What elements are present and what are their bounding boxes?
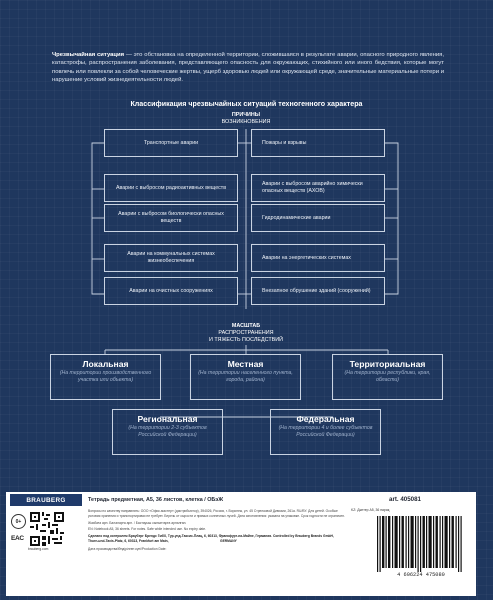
scale-federal-title: Федеральная xyxy=(296,414,355,424)
qr-code-icon xyxy=(30,512,64,546)
scale-regional-title: Региональная xyxy=(137,414,198,424)
scale-subheading-1: РАСПРОСТРАНЕНИЯ xyxy=(218,330,274,336)
causes-heading: ПРИЧИНЫ xyxy=(231,112,261,118)
cause-left-4: Аварии на коммунальных системах жизнеобеспечения xyxy=(104,244,238,272)
footer-line-7: Дата производства/Өндірілген күні/Production Date: xyxy=(88,547,167,551)
classification-title: Классификация чрезвычайных ситуаций техногенного характера xyxy=(130,100,363,108)
product-name: Тетрадь предметная, А5, 36 листов, клетка / ОБэЖ xyxy=(88,497,224,503)
footer-line-1: Вопросы по качеству направлять: ООО «Офис-мастер» (дистрибьютор), 394026, Россия, г. Воронеж, ул. 45 Стрелковой Дивизии, 261а. RU/BY. Для детей. Особые xyxy=(88,509,338,513)
scale-subheading-2: И ТЯЖЕСТЬ ПОСЛЕДСТВИЙ xyxy=(209,337,283,343)
scale-municipal-desc: (На территории населенного пункта, города, района) xyxy=(198,370,293,383)
cause-right-5: Внезапное обрушение зданий (сооружений) xyxy=(251,277,385,305)
barcode-icon xyxy=(373,516,469,572)
cause-right-4: Аварии на энергетических системах xyxy=(251,244,385,272)
cause-left-5: Аварии на очистных сооружениях xyxy=(104,277,238,305)
scale-territorial-title: Территориальная xyxy=(349,359,426,369)
article-number: art. 405081 xyxy=(389,496,421,503)
kz-description: KZ: Дәптер А5, 36 парақ. xyxy=(351,508,391,512)
germany-label: GERMANY xyxy=(220,539,237,543)
scale-heading: МАСШТАБ xyxy=(231,323,261,329)
eac-mark-icon: EAC xyxy=(11,535,24,542)
cause-left-3: Аварии с выбросом биологически опасных веществ xyxy=(104,204,238,232)
scale-municipal xyxy=(190,354,301,400)
footer-line-6: Thurn-und-Taxis-Platz, 6, 60313, Frankfurt am Main, xyxy=(88,539,169,543)
scale-local-title: Локальная xyxy=(82,359,129,369)
scale-federal xyxy=(270,409,381,455)
cause-left-1: Транспортные аварии xyxy=(104,129,238,157)
scale-territorial xyxy=(332,354,443,400)
scale-municipal-title: Местная xyxy=(227,359,264,369)
scale-territorial-desc: (На территории республики, края, области) xyxy=(344,370,431,383)
cause-left-2: Аварии с выбросом радиоактивных веществ xyxy=(104,174,238,202)
scale-local xyxy=(50,354,161,400)
footer-line-5: Сделано под контролем Брауберг Брендс ГмбХ, Тур-унд-Таксис-Плац, 6, 60313, Франкфурт-на-Майне, Германия. Controlled by Brauberg Brands GmbH, xyxy=(88,534,334,538)
cause-right-2: Аварии с выбросом аварийно химически опасных веществ (АХОВ) xyxy=(251,174,385,202)
scale-regional xyxy=(112,409,223,455)
footer-line-3: Жазбаға арн. Балаларға арн. / Бастауыш сыныптарға арналған. xyxy=(88,521,187,525)
footer-line-2: условия хранения и транспортировки не требует. Беречь от сырости и прямых солнечных лучей. Дата изготовления: указана на упаковке. Срок годности не ограничен. xyxy=(88,514,345,518)
age-rating-icon: 0+ xyxy=(11,514,26,529)
cause-right-3: Гидродинамические аварии xyxy=(251,204,385,232)
causes-subheading: ВОЗНИКНОВЕНИЯ xyxy=(221,119,271,125)
brand-logo: BRAUBERG xyxy=(10,494,82,506)
scale-local-desc: (На территории производственного участка или объекта) xyxy=(59,370,152,383)
scale-federal-desc: (На территории 4 и более субъектов Российской Федерации) xyxy=(278,425,373,438)
qr-url: brauberg.com xyxy=(28,547,49,551)
intro-text: — это обстановка на определенной территории, сложившаяся в результате аварии, опасного природного явления, катастрофы, распространения заболевания, представляющего опасность для окружающих, стихийного или иного бедствия, которые могут повлечь или повлекли за собой человеческие жертвы, ущерб здоровью людей или окружающей среде, значительные материальные потери и нарушение условий жизнедеятельности людей. xyxy=(52,52,445,84)
cause-right-1: Пожары и взрывы xyxy=(251,129,385,157)
barcode-number: 4 606224 475080 xyxy=(397,572,445,578)
footer-line-4: EN: Notebook A5, 36 sheets. For notes. Safe while intended use. No expiry date. xyxy=(88,527,207,531)
footer-info-panel xyxy=(6,492,476,596)
scale-regional-desc: (На территории 2-3 субъектов Российской Федерации) xyxy=(128,425,207,438)
intro-term: Чрезвычайная ситуация xyxy=(52,52,125,58)
